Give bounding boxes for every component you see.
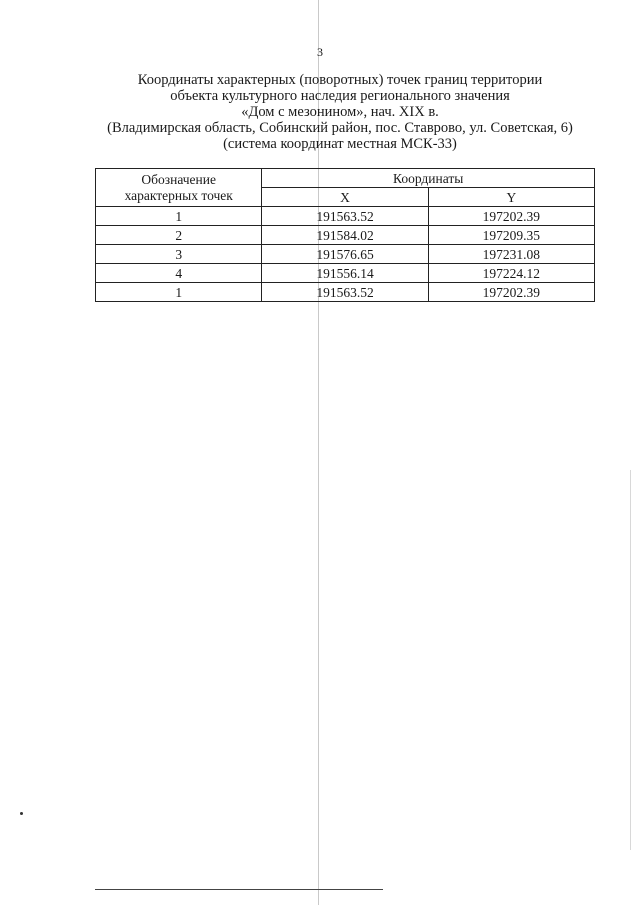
title-line-1: Координаты характерных (поворотных) точек границ территории bbox=[137, 72, 543, 88]
x-cell: 191584.02 bbox=[262, 226, 428, 245]
table-row bbox=[96, 283, 595, 302]
point-cell: 4 bbox=[96, 264, 262, 283]
scan-bottom-line bbox=[95, 889, 383, 890]
x-cell: 191576.65 bbox=[262, 245, 428, 264]
title-line-5: (система координат местная МСК-33) bbox=[223, 136, 457, 152]
x-cell: 191563.52 bbox=[262, 283, 428, 302]
y-cell: 197231.08 bbox=[428, 245, 594, 264]
header-label-line-2: характерных точек bbox=[124, 187, 233, 203]
table-row bbox=[96, 207, 595, 226]
scan-speck bbox=[20, 812, 23, 815]
x-cell: 191563.52 bbox=[262, 207, 428, 226]
header-label-line-1: Обозначение bbox=[141, 171, 216, 187]
point-cell: 1 bbox=[96, 207, 262, 226]
table-row bbox=[96, 245, 595, 264]
document-title bbox=[60, 72, 620, 152]
table-header-row bbox=[96, 169, 595, 188]
page-number: 3 bbox=[317, 45, 323, 59]
point-cell: 3 bbox=[96, 245, 262, 264]
point-cell: 2 bbox=[96, 226, 262, 245]
point-cell: 1 bbox=[96, 283, 262, 302]
y-cell: 197209.35 bbox=[428, 226, 594, 245]
y-cell: 197202.39 bbox=[428, 283, 594, 302]
y-cell: 197202.39 bbox=[428, 207, 594, 226]
coordinates-table bbox=[95, 168, 595, 302]
scan-edge-line bbox=[630, 470, 631, 850]
header-y: Y bbox=[428, 188, 594, 207]
table-row bbox=[96, 226, 595, 245]
table-row bbox=[96, 264, 595, 283]
x-cell: 191556.14 bbox=[262, 264, 428, 283]
header-coordinates: Координаты bbox=[262, 169, 595, 188]
title-line-2: объекта культурного наследия регионального значения bbox=[170, 88, 510, 104]
header-point-label bbox=[96, 169, 262, 207]
header-x: X bbox=[262, 188, 428, 207]
title-line-4: (Владимирская область, Собинский район, пос. Ставрово, ул. Советская, 6) bbox=[107, 120, 573, 136]
y-cell: 197224.12 bbox=[428, 264, 594, 283]
title-line-3: «Дом с мезонином», нач. XIX в. bbox=[241, 104, 439, 120]
